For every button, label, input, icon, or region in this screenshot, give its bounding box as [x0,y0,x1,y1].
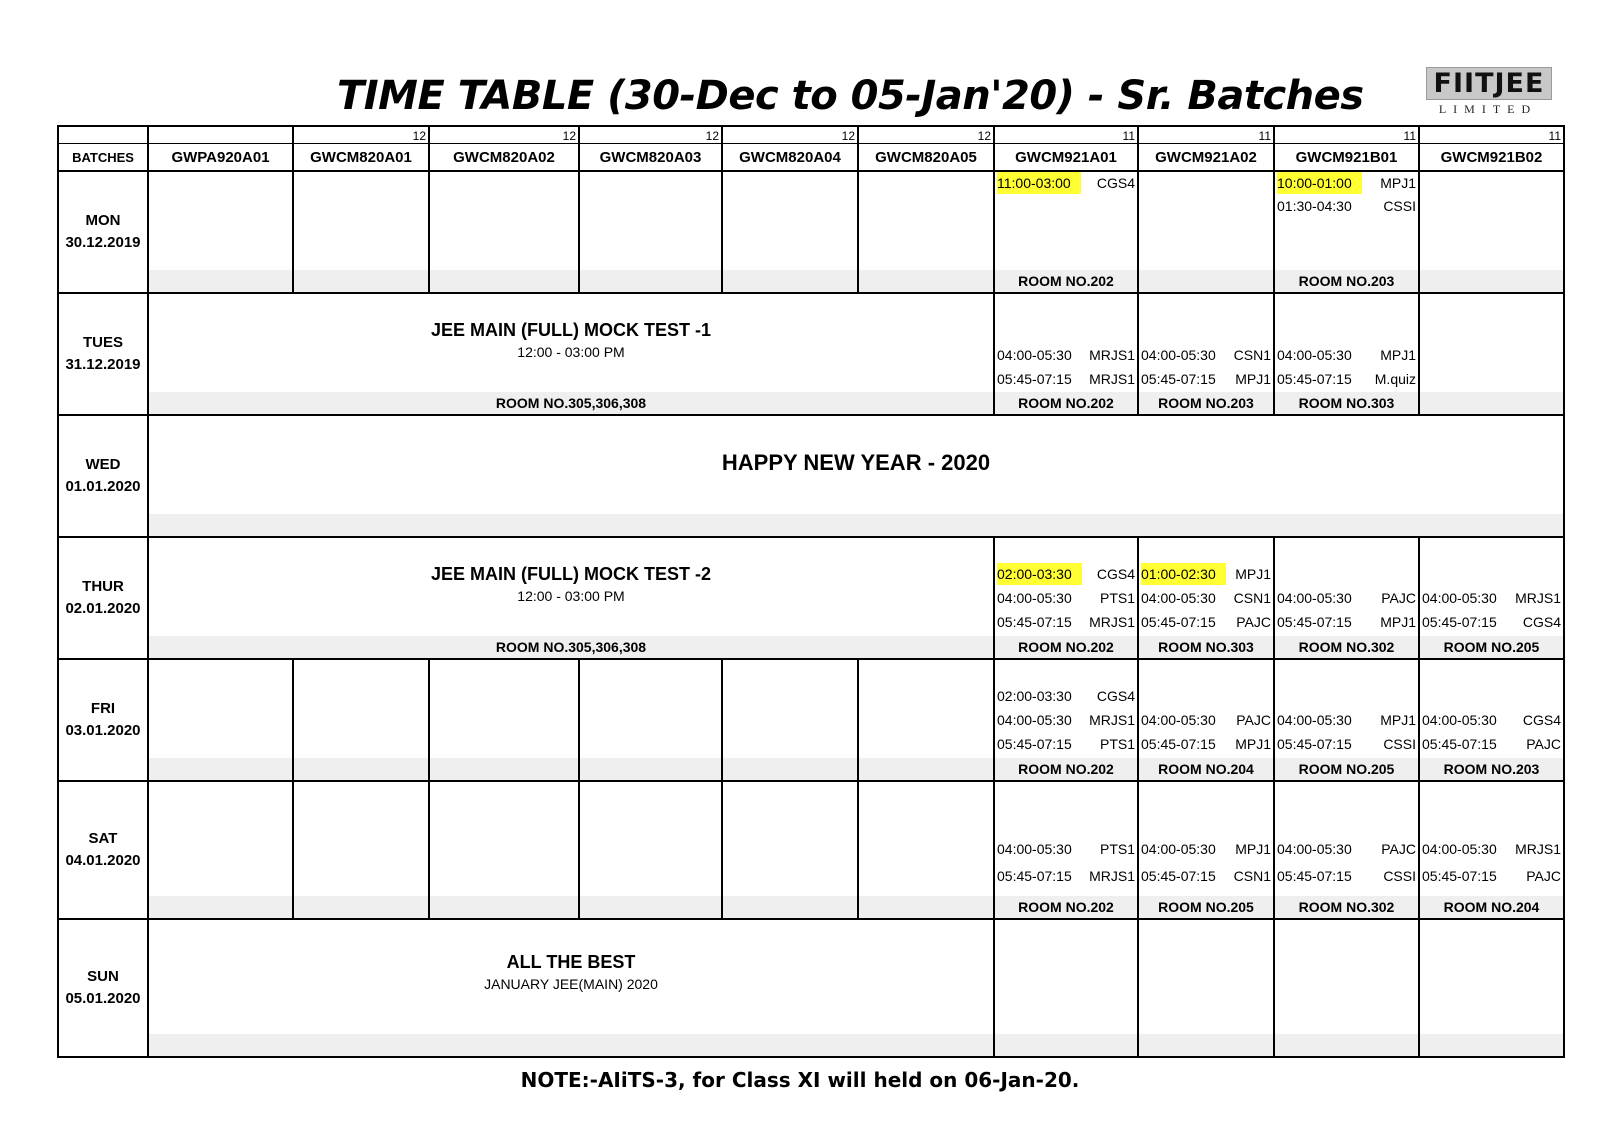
slot-cell [858,659,994,781]
slot-cell [429,781,579,919]
class-slot [1141,838,1271,860]
slot-cell [293,781,429,919]
room-band [430,270,578,292]
class-slot [1141,611,1271,633]
batch-header: GWCM921B02 [1419,144,1564,172]
room-band [149,514,1563,536]
room-label: ROOM NO.303 [1275,392,1418,414]
slot-cell [994,781,1138,919]
class-slot [1141,865,1271,887]
batch-count: 11 [1419,126,1564,144]
class-slot [1141,344,1271,366]
batch-count-row [58,126,1564,144]
slot-time: 05:45-07:15 [1141,736,1216,752]
room-label: ROOM NO.202 [995,270,1137,292]
day-row-sun [58,919,1564,1057]
slot-time: 04:00-05:30 [1422,712,1497,728]
day-date: 01.01.2020 [65,478,141,495]
day-date: 30.12.2019 [65,234,141,251]
slot-cell [1419,293,1564,415]
slot-cell [293,659,429,781]
wishes-cell [148,919,994,1057]
class-slot [997,563,1135,585]
slot-time: 05:45-07:15 [1277,371,1352,387]
slot-time: 04:00-05:30 [1277,347,1352,363]
slot-time: 01:00-02:30 [1141,563,1226,585]
room-label: ROOM NO.303 [1139,636,1273,658]
slot-cell [1419,781,1564,919]
class-slot [1277,172,1416,194]
slot-cell [1274,293,1419,415]
holiday-cell [148,415,1564,537]
slot-time: 05:45-07:15 [1277,736,1352,752]
class-slot [997,838,1135,860]
slot-cell [1274,537,1419,659]
slot-cell [994,919,1138,1057]
room-label: ROOM NO.205 [1420,636,1563,658]
slot-cell [1138,781,1274,919]
batch-header: GWCM921A02 [1138,144,1274,172]
mock-test-cell [148,537,994,659]
room-band [859,270,993,292]
class-slot [1422,838,1561,860]
slot-code: CSSI [1383,198,1416,214]
slot-code: MRJS1 [1089,712,1135,728]
day-row-sat [58,781,1564,919]
slot-code: MRJS1 [1089,347,1135,363]
slot-code: MPJ1 [1380,712,1416,728]
day-date: 31.12.2019 [65,356,141,373]
room-band [580,758,721,780]
slot-code: MPJ1 [1235,841,1271,857]
slot-time: 05:45-07:15 [1141,614,1216,630]
slot-code: CSSI [1383,868,1416,884]
slot-time: 04:00-05:30 [1141,347,1216,363]
room-label: ROOM NO.202 [995,758,1137,780]
room-band [1139,270,1273,292]
slot-cell [1274,659,1419,781]
slot-time: 05:45-07:15 [1277,868,1352,884]
slot-cell [1274,781,1419,919]
event-title: ALL THE BEST [506,952,636,972]
room-label: ROOM NO.203 [1275,270,1418,292]
day-date: 04.01.2020 [65,852,141,869]
slot-code: MRJS1 [1515,841,1561,857]
wishes-event [149,950,993,994]
slot-code: MPJ1 [1380,175,1416,191]
slot-cell [1274,171,1419,293]
class-slot [1277,368,1416,390]
slot-cell [293,171,429,293]
day-name: WED [85,456,121,473]
room-label: ROOM NO.204 [1139,758,1273,780]
slot-code: PAJC [1236,614,1271,630]
day-name: SUN [87,968,119,985]
slot-code: MRJS1 [1089,614,1135,630]
class-slot [997,709,1135,731]
class-slot [1277,344,1416,366]
room-label: ROOM NO.203 [1139,392,1273,414]
day-row-tue [58,293,1564,415]
slot-code: MRJS1 [1515,590,1561,606]
mock-test-cell [148,293,994,415]
room-band [1420,1034,1563,1056]
room-band [149,1034,993,1056]
slot-code: MRJS1 [1089,371,1135,387]
day-date: 05.01.2020 [65,990,141,1007]
slot-time: 05:45-07:15 [1422,736,1497,752]
slot-cell [1419,537,1564,659]
class-slot [1422,587,1561,609]
room-band [723,758,857,780]
day-row-fri [58,659,1564,781]
room-band [1420,270,1563,292]
slot-code: MPJ1 [1235,566,1271,582]
slot-code: M.quiz [1374,371,1416,387]
slot-code: PTS1 [1099,736,1135,752]
day-label [58,537,148,659]
event-title: JEE MAIN (FULL) MOCK TEST -2 [431,564,711,584]
slot-cell [858,171,994,293]
slot-time: 05:45-07:15 [997,614,1072,630]
batch-count: 12 [858,126,994,144]
room-label: ROOM NO.302 [1275,636,1418,658]
class-slot [997,611,1135,633]
slot-time: 02:00-03:30 [997,563,1082,585]
fiitjee-logo [1426,67,1556,117]
class-slot [1422,733,1561,755]
class-slot [1422,709,1561,731]
slot-time: 04:00-05:30 [997,841,1072,857]
slot-cell [429,171,579,293]
slot-cell [1419,171,1564,293]
slot-code: PAJC [1236,712,1271,728]
slot-cell [994,537,1138,659]
slot-time: 04:00-05:30 [1277,841,1352,857]
room-band [1420,392,1563,414]
room-label: ROOM NO.205 [1139,896,1273,918]
holiday-message: HAPPY NEW YEAR - 2020 [721,450,991,475]
slot-code: MRJS1 [1089,868,1135,884]
class-slot [1277,733,1416,755]
class-slot [997,587,1135,609]
class-slot [997,685,1135,707]
page-title: TIME TABLE (30-Dec to 05-Jan'20) - Sr. Batches [337,73,1364,119]
batch-count: 12 [429,126,579,144]
day-name: TUES [82,334,123,351]
batch-count: 12 [722,126,858,144]
batch-count: 12 [293,126,429,144]
class-slot [1141,368,1271,390]
slot-time: 04:00-05:30 [997,347,1072,363]
logo-subtitle: LIMITED [1438,102,1538,116]
slot-cell [579,781,722,919]
class-slot [1141,709,1271,731]
batch-count: 11 [1138,126,1274,144]
slot-time: 05:45-07:15 [1277,614,1352,630]
logo-wordmark: FIITJEE [1426,67,1552,100]
day-label [58,171,148,293]
class-slot [1277,709,1416,731]
count-blank [148,126,293,144]
room-label: ROOM NO.205 [1275,758,1418,780]
slot-cell [579,659,722,781]
slot-cell [1419,919,1564,1057]
count-blank [58,126,148,144]
room-label: ROOM NO.305,306,308 [149,392,993,414]
class-slot [997,344,1135,366]
room-band [723,896,857,918]
slot-time: 11:00-03:00 [997,172,1081,194]
batches-label: BATCHES [58,144,148,172]
day-name: SAT [88,830,118,847]
slot-cell [148,171,293,293]
slot-cell [1138,919,1274,1057]
mock-test-event [149,318,993,362]
slot-code: PAJC [1381,841,1416,857]
batch-header: GWCM820A05 [858,144,994,172]
day-label [58,659,148,781]
room-label: ROOM NO.202 [995,636,1137,658]
class-slot [1277,611,1416,633]
slot-time: 05:45-07:15 [1141,371,1216,387]
day-name: MON [85,212,121,229]
day-row-thu [58,537,1564,659]
slot-cell [858,781,994,919]
slot-time: 05:45-07:15 [1422,868,1497,884]
slot-time: 05:45-07:15 [997,868,1072,884]
room-band [149,270,292,292]
room-label: ROOM NO.203 [1420,758,1563,780]
room-band [723,270,857,292]
batch-header: GWCM921A01 [994,144,1138,172]
day-label [58,415,148,537]
day-row-mon [58,171,1564,293]
class-slot [1141,563,1271,585]
slot-cell [1419,659,1564,781]
slot-time: 04:00-05:30 [1141,590,1216,606]
slot-cell [148,659,293,781]
room-label: ROOM NO.204 [1420,896,1563,918]
event-time: 12:00 - 03:00 PM [517,588,625,604]
slot-cell [429,659,579,781]
day-name: THUR [82,578,124,595]
class-slot [1277,865,1416,887]
slot-code: MPJ1 [1235,736,1271,752]
slot-time: 05:45-07:15 [1422,614,1497,630]
event-time: 12:00 - 03:00 PM [517,344,625,360]
slot-time: 10:00-01:00 [1277,172,1362,194]
room-band [1139,1034,1273,1056]
slot-time: 04:00-05:30 [1422,590,1497,606]
slot-code: CSSI [1383,736,1416,752]
slot-time: 04:00-05:30 [997,712,1072,728]
day-row-wed [58,415,1564,537]
class-slot [1277,195,1416,217]
batch-count: 11 [994,126,1138,144]
slot-cell [579,171,722,293]
room-band [294,270,428,292]
room-band [294,758,428,780]
class-slot [1141,733,1271,755]
batch-header: GWCM921B01 [1274,144,1419,172]
slot-code: CGS4 [1522,712,1561,728]
slot-cell [722,171,858,293]
slot-code: PTS1 [1099,590,1135,606]
slot-code: CGS4 [1096,175,1135,191]
slot-code: CGS4 [1096,566,1135,582]
room-band [1275,1034,1418,1056]
batch-header: GWCM820A04 [722,144,858,172]
slot-code: MPJ1 [1235,371,1271,387]
day-label [58,919,148,1057]
slot-cell [722,659,858,781]
room-band [149,896,292,918]
room-band [430,896,578,918]
batch-header: GWPA920A01 [148,144,293,172]
room-band [580,270,721,292]
class-slot [1277,838,1416,860]
slot-cell [722,781,858,919]
slot-time: 04:00-05:30 [1277,712,1352,728]
slot-code: PAJC [1526,736,1561,752]
slot-time: 04:00-05:30 [997,590,1072,606]
header-row [58,144,1564,172]
class-slot [1141,587,1271,609]
room-band [430,758,578,780]
batch-count: 11 [1274,126,1419,144]
room-band [859,758,993,780]
room-band [149,758,292,780]
slot-code: MPJ1 [1380,347,1416,363]
slot-code: CSN1 [1233,868,1271,884]
room-label: ROOM NO.302 [1275,896,1418,918]
room-label: ROOM NO.305,306,308 [149,636,993,658]
slot-code: CSN1 [1233,347,1271,363]
slot-cell [994,171,1138,293]
slot-time: 04:00-05:30 [1141,712,1216,728]
slot-code: CSN1 [1233,590,1271,606]
batch-header: GWCM820A03 [579,144,722,172]
class-slot [997,733,1135,755]
room-label: ROOM NO.202 [995,392,1137,414]
slot-code: PAJC [1381,590,1416,606]
class-slot [997,865,1135,887]
room-band [995,1034,1137,1056]
batch-header: GWCM820A02 [429,144,579,172]
class-slot [1277,587,1416,609]
class-slot [1422,611,1561,633]
slot-cell [1274,919,1419,1057]
slot-cell [148,781,293,919]
day-label [58,293,148,415]
slot-time: 05:45-07:15 [997,736,1072,752]
mock-test-event [149,562,993,606]
room-label: ROOM NO.202 [995,896,1137,918]
day-name: FRI [90,700,116,717]
slot-code: CGS4 [1522,614,1561,630]
slot-code: PTS1 [1099,841,1135,857]
room-band [580,896,721,918]
slot-cell [1138,537,1274,659]
batch-header: GWCM820A01 [293,144,429,172]
event-title: JEE MAIN (FULL) MOCK TEST -1 [431,320,711,340]
class-slot [997,368,1135,390]
slot-cell [1138,171,1274,293]
batch-count: 12 [579,126,722,144]
day-label [58,781,148,919]
day-date: 02.01.2020 [65,600,141,617]
slot-cell [994,293,1138,415]
slot-time: 04:00-05:30 [1422,841,1497,857]
room-band [859,896,993,918]
slot-cell [1138,293,1274,415]
slot-time: 04:00-05:30 [1141,841,1216,857]
slot-code: CGS4 [1096,688,1135,704]
slot-code: PAJC [1526,868,1561,884]
slot-time: 04:00-05:30 [1277,590,1352,606]
slot-cell [994,659,1138,781]
slot-time: 05:45-07:15 [1141,868,1216,884]
slot-code: MPJ1 [1380,614,1416,630]
slot-time: 05:45-07:15 [997,371,1072,387]
slot-time: 02:00-03:30 [997,688,1072,704]
footer-note: NOTE:-AIiTS-3, for Class XI will held on 06-Jan-20. [520,1068,1080,1092]
class-slot [997,172,1135,194]
event-subtitle: JANUARY JEE(MAIN) 2020 [484,976,658,992]
room-band [294,896,428,918]
slot-cell [1138,659,1274,781]
day-date: 03.01.2020 [65,722,141,739]
class-slot [1422,865,1561,887]
timetable [57,125,1565,1058]
slot-time: 01:30-04:30 [1277,198,1352,214]
